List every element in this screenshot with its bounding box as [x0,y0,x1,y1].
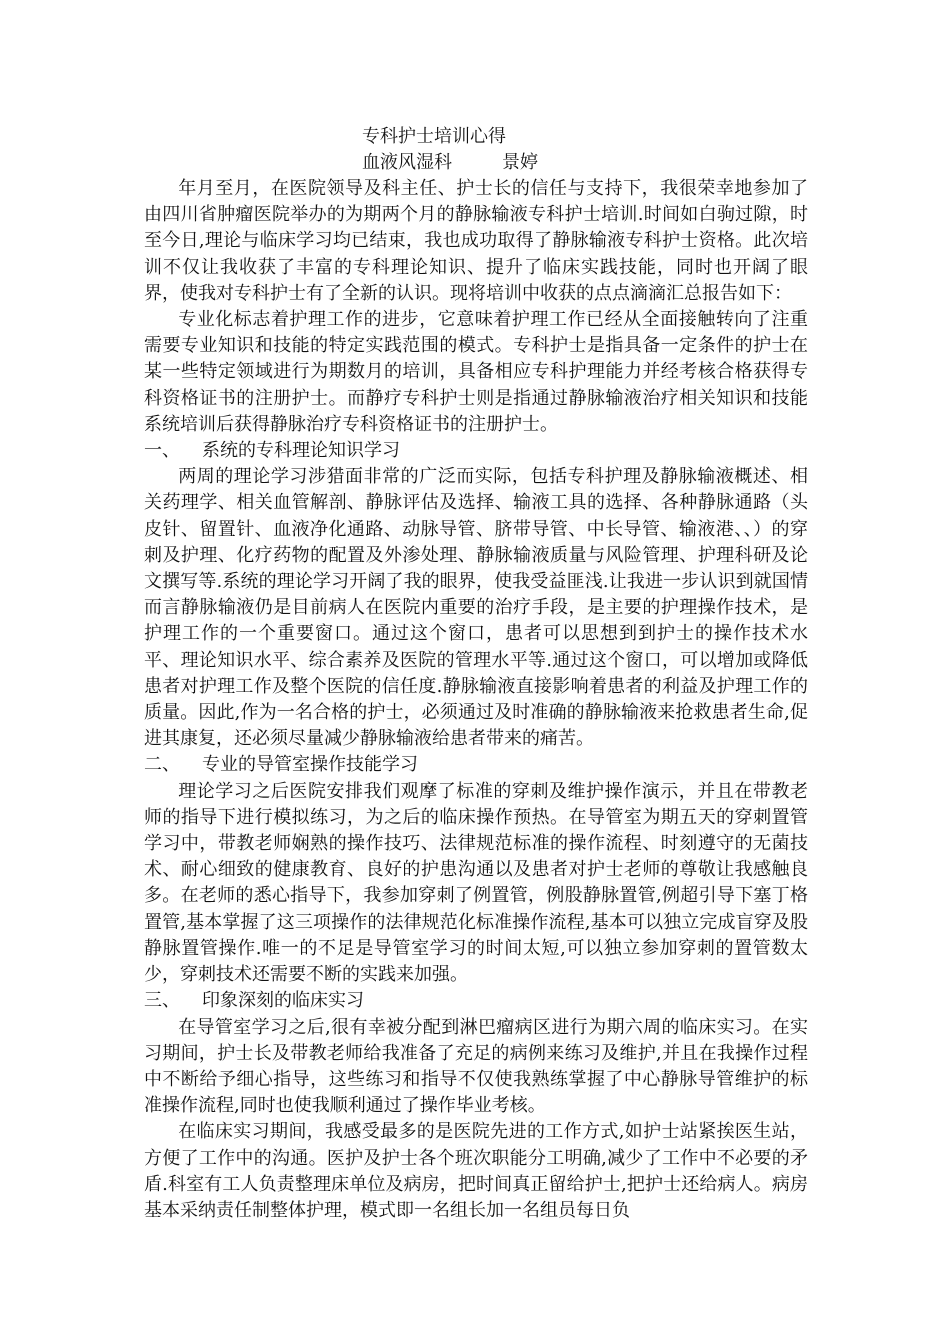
paragraph: 专业化标志着护理工作的进步，它意味着护理工作已经从全面接触转向了注重需要专业知识和技能的特定实践范围的模式。专科护士是指具备一定条件的护士在某一些特定领域进行为期数月的培训，具备相应专科护理能力并经考核合格获得专科资格证书的注册护士。而静疗专科护士则是指通过静脉输液治疗相关知识和技能系统培训后获得静脉治疗专科资格证书的注册护士。 [144,309,808,435]
section-heading [144,988,808,1014]
paragraph: 两周的理论学习涉猎面非常的广泛而实际，包括专科护理及静脉输液概述、相关药理学、相关血管解剖、静脉评估及选择、输液工具的选择、各种静脉通路（头皮针、留置针、血液净化通路、动脉导管、脐带导管、中长导管、输液港、、）的穿刺及护理、化疗药物的配置及外渗处理、静脉输液质量与风险管理、护理科研及论文撰写等.系统的理论学习开阔了我的眼界，使我受益匪浅.让我进一步认识到就国情而言静脉输液仍是目前病人在医院内重要的治疗手段，是主要的护理操作技术，是护理工作的一个重要窗口。通过这个窗口，患者可以思想到到护士的操作技术水平、理论知识水平、综合素养及医院的管理水平等.通过这个窗口，可以增加或降低患者对护理工作及整个医院的信任度.静脉输液直接影响着患者的利益及护理工作的质量。因此,作为一名合格的护士，必须通过及时准确的静脉输液来抢救患者生命,促进其康复，还必须尽量减少静脉输液给患者带来的痛苦。 [144,466,808,750]
section-heading [144,752,808,778]
document-body [144,176,808,1224]
section-number: 二、 [144,754,180,776]
byline [362,150,538,176]
section-title: 系统的专科理论知识学习 [202,440,400,462]
section-title: 专业的导管室操作技能学习 [202,754,418,776]
section-title: 印象深刻的临床实习 [202,990,364,1012]
section-number: 三、 [144,990,180,1012]
section-number: 一、 [144,440,180,462]
document-title: 专科护士培训心得 [362,126,506,147]
paragraph: 在临床实习期间，我感受最多的是医院先进的工作方式,如护士站紧挨医生站，方便了工作中的沟通。医护及护士各个班次职能分工明确,减少了工作中不必要的矛盾.科室有工人负责整理床单位及病房，把时间真正留给护士,把护士还给病人。病房基本采纳责任制整体护理，模式即一名组长加一名组员每日负 [144,1121,808,1221]
paragraph: 理论学习之后医院安排我们观摩了标准的穿刺及维护操作演示，并且在带教老师的指导下进行模拟练习，为之后的临床操作预热。在导管室为期五天的穿刺置管学习中，带教老师娴熟的操作技巧、法律规范标准的操作流程、时刻遵守的无菌技术、耐心细致的健康教育、良好的护患沟通以及患者对护士老师的尊敬让我感触良多。在老师的悉心指导下，我参加穿刺了例置管，例股静脉置管,例超引导下塞丁格置管,基本掌握了这三项操作的法律规范化标准操作流程,基本可以独立完成盲穿及股静脉置管操作.唯一的不足是导管室学习的时间太短,可以独立参加穿刺的置管数太少，穿刺技术还需要不断的实践来加强。 [144,780,808,986]
department-label: 血液风湿科 [362,152,452,173]
paragraph: 年月至月，在医院领导及科主任、护士长的信任与支持下，我很荣幸地参加了由四川省肿瘤医院举办的为期两个月的静脉输液专科护士培训.时间如白驹过隙，时至今日,理论与临床学习均已结束，我也成功取得了静脉输液专科护士资格。此次培训不仅让我收获了丰富的专科理论知识、提升了临床实践技能，同时也开阔了眼界，使我对专科护士有了全新的认识。现将培训中收获的点点滴滴汇总报告如下： [144,178,808,304]
section-heading [144,438,808,464]
paragraph: 在导管室学习之后,很有幸被分配到淋巴瘤病区进行为期六周的临床实习。在实习期间，护士长及带教老师给我准备了充足的病例来练习及维护,并且在我操作过程中不断给予细心指导，这些练习和指导不仅使我熟练掌握了中心静脉导管维护的标准操作流程,同时也使我顺利通过了操作毕业考核。 [144,1016,808,1117]
author-name: 景婷 [502,152,538,173]
